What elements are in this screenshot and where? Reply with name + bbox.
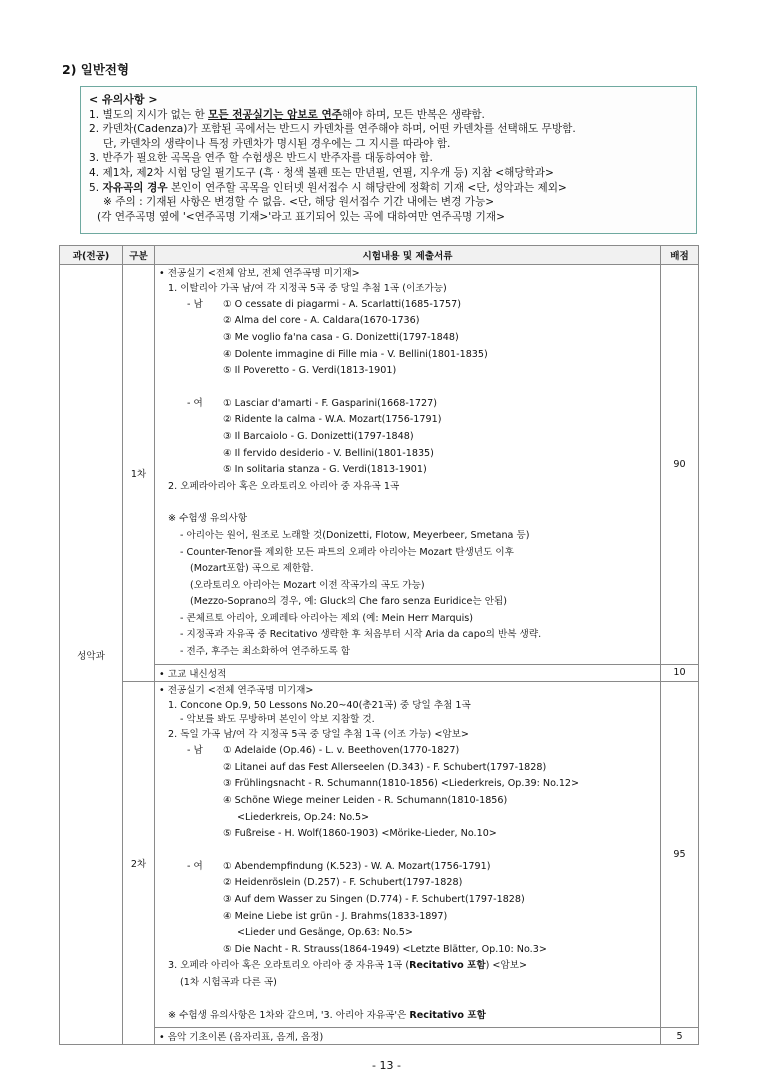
notice-line-1: 1. 별도의 지시가 없는 한 모든 전공실기는 암보로 연주해야 하며, 모든 반복은 생략함.: [89, 108, 485, 121]
school-record-score: 10: [661, 664, 699, 681]
header-grade: 구분: [123, 246, 155, 265]
table-row-round2: [60, 681, 699, 1027]
notice-line-6: 5. 자유곡의 경우 본인이 연주할 곡목을 인터넷 원서접수 시 해당란에 정확히 기재 <단, 성악과는 제외>: [89, 181, 567, 194]
section-title: 2) 일반전형: [62, 62, 130, 77]
notice-line-8: (각 연주곡명 옆에 '<연주곡명 기재>'라고 표기되어 있는 곡에 대하여만 연주곡명 기재>: [97, 210, 505, 223]
recitativo-emphasis-2: Recitativo 포함: [409, 1009, 486, 1021]
theory-score: 5: [661, 1028, 699, 1045]
notice-box: [80, 86, 697, 234]
table-row-theory: [60, 1028, 699, 1045]
round2-content: • 전공실기 <전체 연주곡명 미기재> 1. Concone Op.9, 50 Lessons No.20~40(총21곡) 중 당일 추첨 1곡 - 악보를 봐도 무방하며 본인이 악보 지참할 것. 2. 독일 가곡 남/여 각 지정곡 5곡 중 당일 추첨 1곡 (이조 가능) <암보> - 남 ① Adelaide (Op.46) - L. v. Beethoven(1770-1827) ② Litanei auf das Fest Allerseelen (D.343) - F. Schubert(1797-1828) ③ Frühlingsnacht - R. Schumann(1810-1856) <Liederkreis, Op.39: No.12> ④ Schöne Wiege meiner Leiden - R. Schumann(1810-1856) <Liederkreis, Op.24: No.5> ⑤ Fußreise - H. Wolf(1860-1903) <Mörike-Lieder, No.10> - 여 ① Abendempfindung (K.523) - W. A. Mozart(1756-1791) ② Heidenröslein (D.257) - F. Schubert(1797-1828) ③ Auf dem Wasser zu Singen (D.774) - F. Schubert(1797-1828) ④ Meine Liebe ist grün - J. Brahms(1833-1897) <Lieder und Gesänge, Op.63: No.5> ⑤ Die Nacht - R. Strauss(1864-1949) <Letzte Blätter, Op.10: No.3> 3. 오페라 아리아 혹은 오라토리오 아리아 중 자유곡 1곡 (Recitativo 포함) <암보> (1차 시험곡과 다른 곡) ※ 수험생 유의사항은 1차와 같으며, '3. 아리아 자유곡'은 Recitativo 포함: [155, 681, 661, 1027]
header-score: 배점: [661, 246, 699, 265]
dept-cell: 성악과: [60, 265, 123, 1045]
exam-table: [59, 245, 699, 1045]
round1-label: 1차: [123, 265, 155, 682]
notice-title: < 유의사항 >: [89, 93, 158, 106]
notice-line-3: 단, 카덴차의 생략이나 특정 카덴차가 명시된 경우에는 그 지시를 따라야 함.: [103, 137, 451, 150]
table-row-school-record: [60, 664, 699, 681]
header-dept: 과(전공): [60, 246, 123, 265]
round2-label: 2차: [123, 681, 155, 1044]
school-record-label: • 고교 내신성적: [155, 664, 661, 681]
table-row-round1: [60, 265, 699, 665]
notice-line-2: 2. 카덴차(Cadenza)가 포함된 곡에서는 반드시 카덴차를 연주해야 하며, 어떤 카덴차를 선택해도 무방함.: [89, 123, 576, 136]
header-content: 시험내용 및 제출서류: [155, 246, 661, 265]
theory-label: • 음악 기초이론 (음자리표, 음계, 음정): [155, 1028, 661, 1045]
recitativo-emphasis: Recitativo 포함: [409, 960, 486, 972]
page-number: - 13 -: [372, 1059, 401, 1072]
notice-emphasis: 모든 전공실기는 암보로 연주: [208, 108, 342, 121]
notice-line-4: 3. 반주가 필요한 곡목을 연주 할 수험생은 반드시 반주자를 대동하여야 함.: [89, 152, 433, 165]
round1-score: 90: [661, 265, 699, 665]
notice-line-7: ※ 주의 : 기재된 사항은 변경할 수 없음. <단, 해당 원서접수 기간 내에는 변경 가능>: [103, 196, 495, 209]
table-header-row: [60, 246, 699, 265]
round2-score: 95: [661, 681, 699, 1027]
notice-line-5: 4. 제1차, 제2차 시험 당일 필기도구 (흑 · 청색 볼펜 또는 만년필, 연필, 지우개 등) 지참 <해당학과>: [89, 166, 554, 179]
round1-content: • 전공실기 <전체 암보, 전체 연주곡명 미기재> 1. 이탈리아 가곡 남/여 각 지정곡 5곡 중 당일 추첨 1곡 (이조가능) - 남 ① O cessate di piagarmi - A. Scarlatti(1685-1757) ② Alma del core - A. Caldara(1670-1736) ③ Me voglio fa'na casa - G. Donizetti(1797-1848) ④ Dolente immagine di Fille mia - V. Bellini(1801-1835) ⑤ Il Poveretto - G. Verdi(1813-1901) - 여 ① Lasciar d'amarti - F. Gasparini(1668-1727) ② Ridente la calma - W.A. Mozart(1756-1791) ③ Il Barcaiolo - G. Donizetti(1797-1848) ④ Il fervido desiderio - V. Bellini(1801-1835) ⑤ In solitaria stanza - G. Verdi(1813-1901) 2. 오페라아리아 혹은 오라토리오 아리아 중 자유곡 1곡 ※ 수험생 유의사항 - 아리아는 원어, 원조로 노래할 것(Donizetti, Flotow, Meyerbeer, Smetana 등) - Counter-Tenor를 제외한 모든 파트의 오페라 아리아는 Mozart 탄생년도 이후 (Mozart포함) 곡으로 제한함. (오라토리오 아리아는 Mozart 이전 작곡가의 곡도 가능) (Mezzo-Soprano의 경우, 예: Gluck의 Che faro senza Euridice는 안됨) - 콘체르토 아리아, 오페레타 아리아는 제외 (예: Mein Herr Marquis) - 지정곡과 자유곡 중 Recitativo 생략한 후 처음부터 시작 Aria da capo의 반복 생략. - 전주, 후주는 최소화하여 연주하도록 함: [155, 265, 661, 665]
